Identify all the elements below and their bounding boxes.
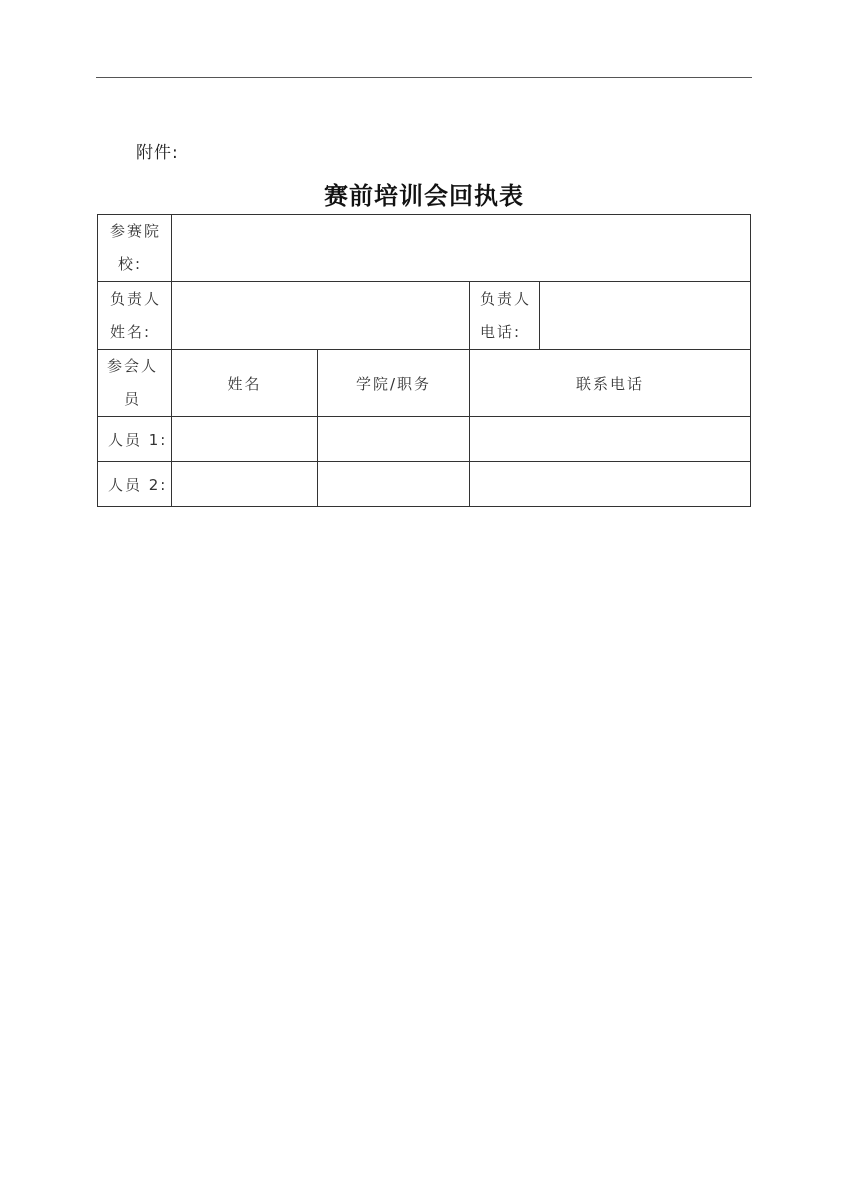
- attendee-2-college-cell[interactable]: [318, 462, 470, 507]
- attachment-label: 附件:: [136, 143, 179, 163]
- attendee-1-college-cell[interactable]: [318, 417, 470, 462]
- school-label-line2: 校:: [118, 255, 143, 273]
- attendee-1-name-cell[interactable]: [172, 417, 318, 462]
- column-header-name: 姓名: [172, 350, 318, 417]
- attendees-label-cell: [98, 350, 172, 417]
- attendee-2-phone-cell[interactable]: [470, 462, 751, 507]
- attendee-1-label: 人员 1:: [98, 417, 172, 462]
- attendee-1-phone-cell[interactable]: [470, 417, 751, 462]
- column-header-college-position: 学院/职务: [318, 350, 470, 417]
- leader-name-label-line1: 负责人: [110, 289, 162, 308]
- leader-name-input-cell[interactable]: [172, 282, 470, 350]
- leader-phone-label-line2: 电话:: [480, 322, 522, 341]
- school-label-cell: [98, 215, 172, 282]
- attendee-2-name-cell[interactable]: [172, 462, 318, 507]
- attendee-row: [98, 417, 751, 462]
- leader-phone-label-cell: [470, 282, 540, 350]
- leader-name-label-cell: [98, 282, 172, 350]
- attendees-label-line2: 员: [123, 390, 141, 408]
- header-rule: [96, 77, 752, 78]
- school-row: [98, 215, 751, 282]
- leader-phone-label-line1: 负责人: [480, 289, 532, 308]
- column-header-phone: 联系电话: [470, 350, 751, 417]
- leader-row: [98, 282, 751, 350]
- attendee-2-label: 人员 2:: [98, 462, 172, 507]
- leader-phone-input-cell[interactable]: [540, 282, 751, 350]
- attendees-label-line1: 参会人: [106, 357, 158, 375]
- school-label-line1: 参赛院: [110, 222, 162, 240]
- attendees-header-row: [98, 350, 751, 417]
- attendee-row: [98, 462, 751, 507]
- reply-form-table: [97, 214, 751, 507]
- leader-name-label-line2: 姓名:: [110, 322, 152, 341]
- form-title: 赛前培训会回执表: [324, 181, 524, 210]
- school-input-cell[interactable]: [172, 215, 751, 282]
